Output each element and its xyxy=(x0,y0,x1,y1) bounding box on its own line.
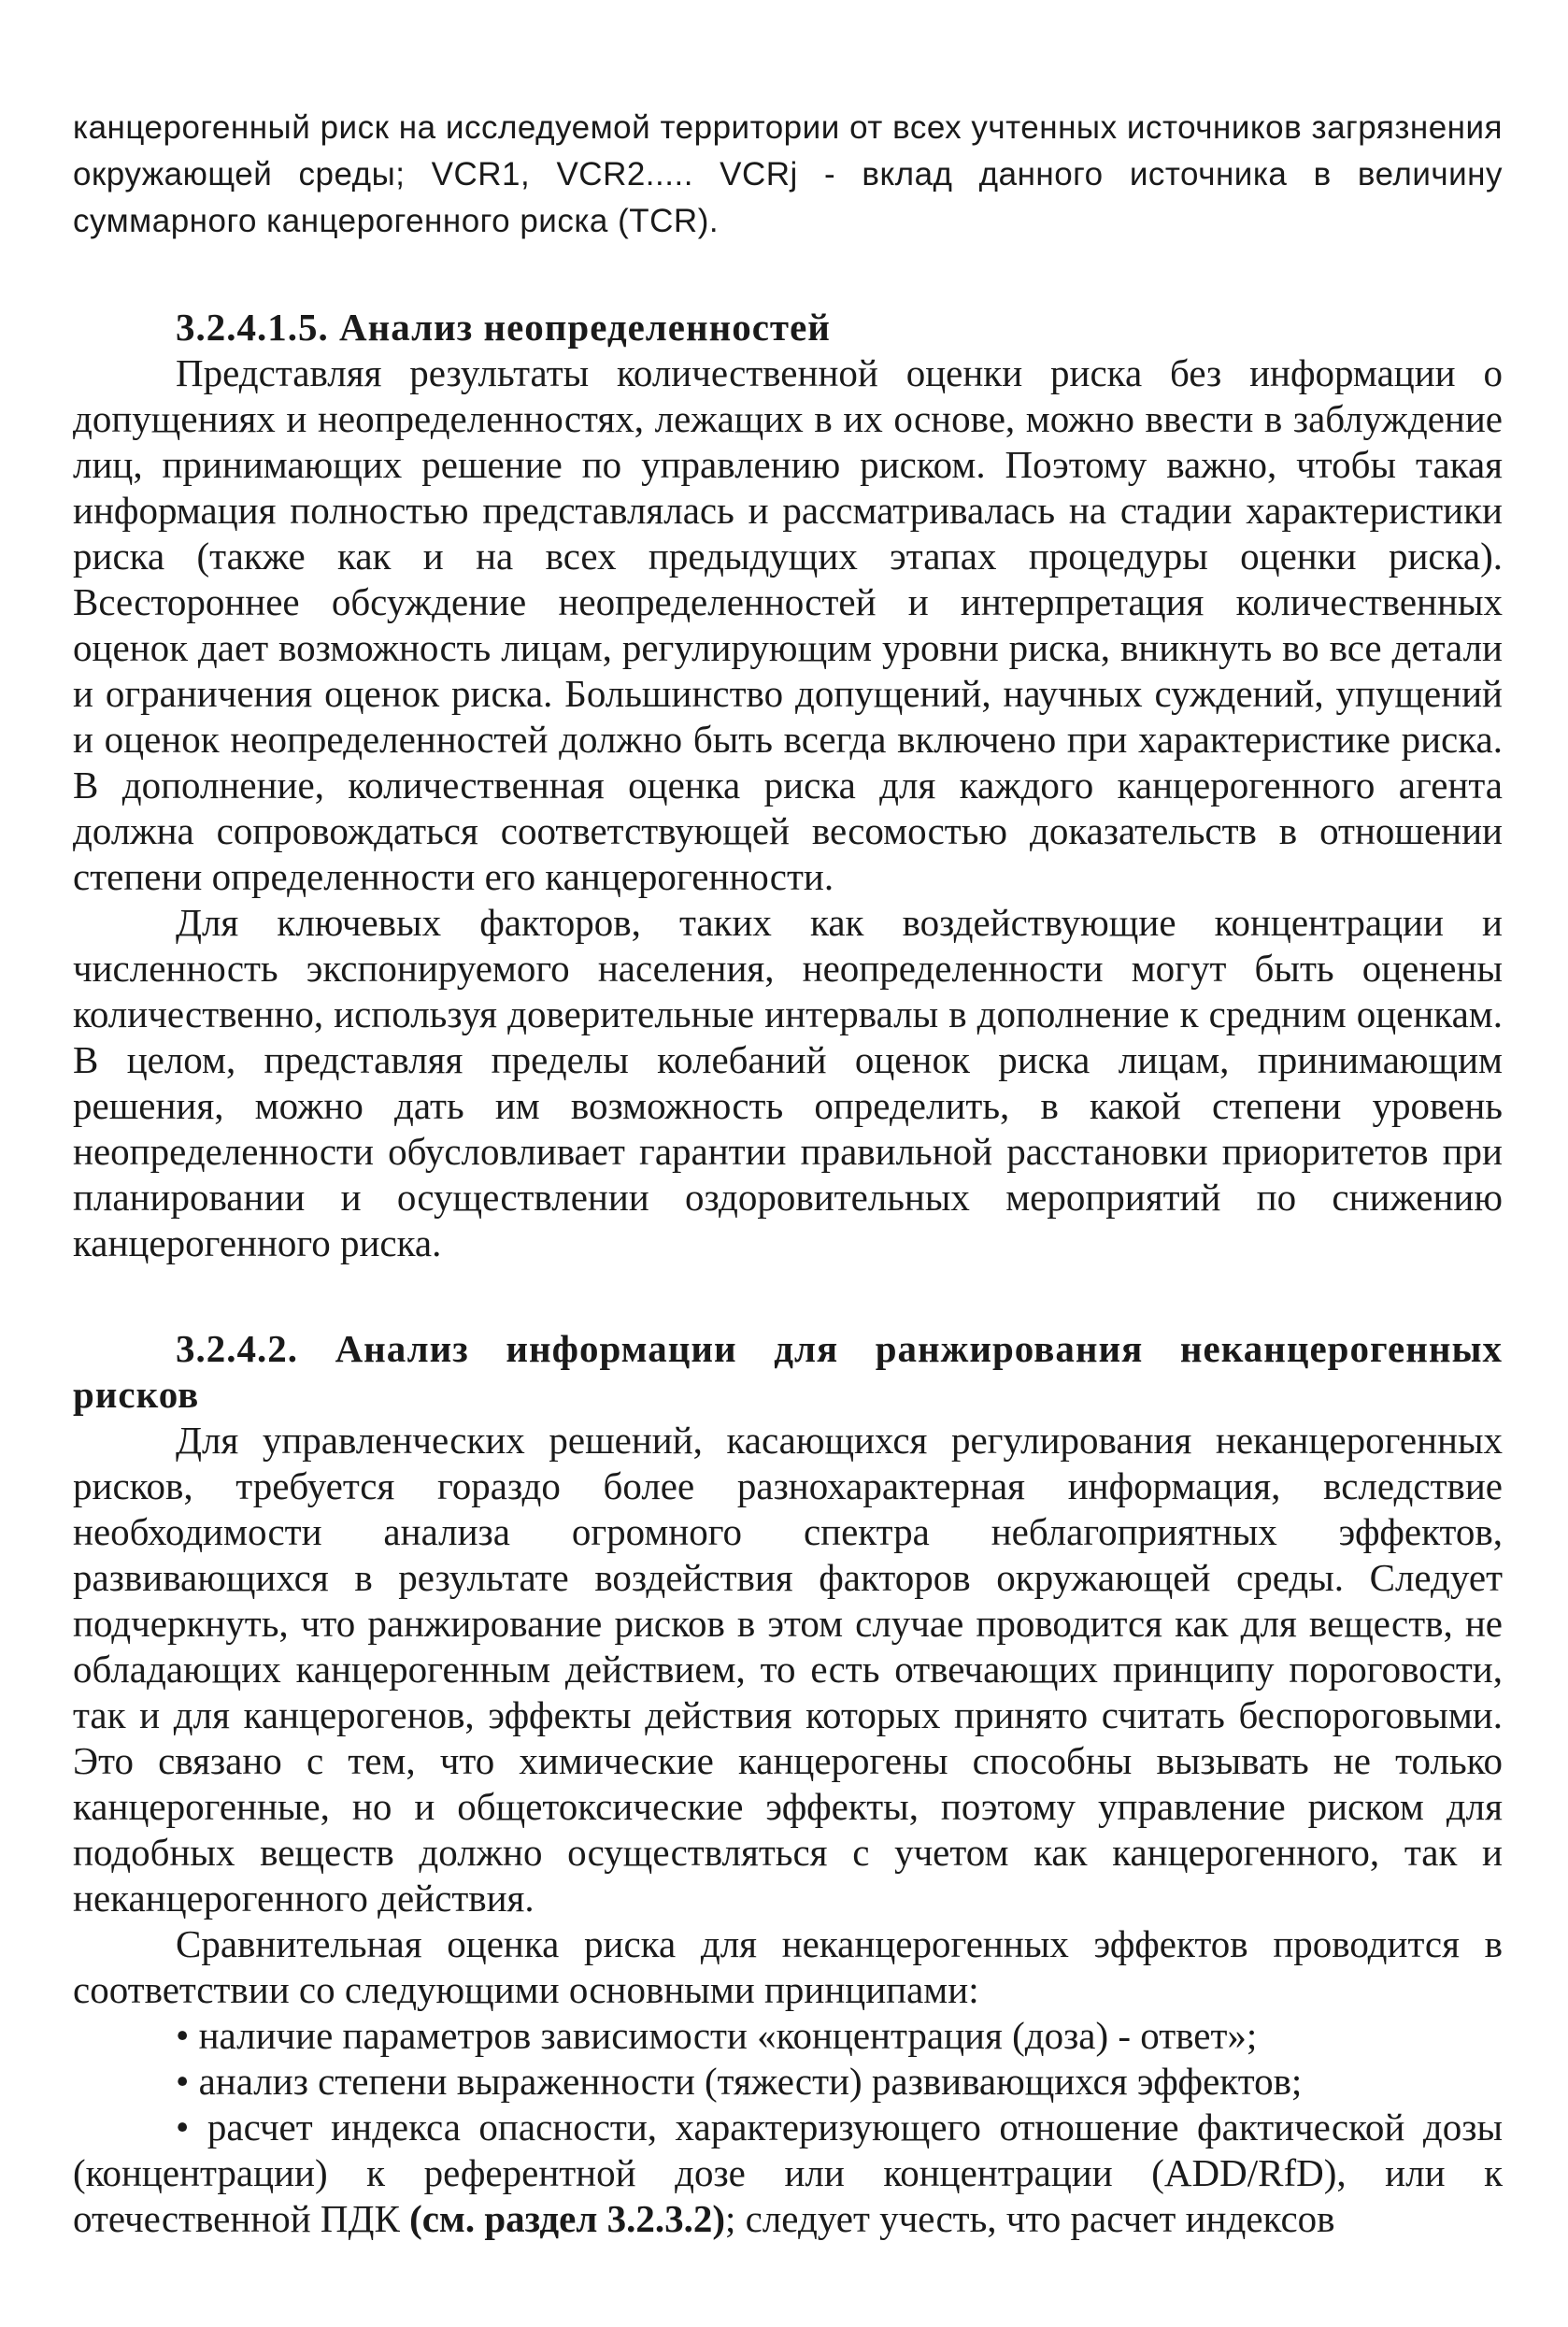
bullet-text: • расчет индекса опасности, характеризующего отношение фактической дозы (концентрации) к референтной дозе или концентрации (ADD/RfD), или к отечественной ПДК xyxy=(73,2106,1503,2240)
paragraph-uncertainty-1: Представляя результаты количественной оценки риска без информации о допущениях и неопределенностях, лежащих в их основе, можно ввести в заблуждение лиц, принимающих решение по управлению риском. Поэтому важно, чтобы такая информация полностью представлялась и рассматривалась на стадии характеристики риска (также как и на всех предыдущих этапах процедуры оценки риска). Всестороннее обсуждение неопределенностей и интерпретация количественных оценок дает возможность лицам, регулирующим уровни риска, вникнуть во все детали и ограничения оценок риска. Большинство допущений, научных суждений, упущений и оценок неопределенностей должно быть всегда включено при характеристике риска. В дополнение, количественная оценка риска для каждого канцерогенного агента должна сопровождаться соответствующей весомостью доказательств в отношении степени определенности его канцерогенности. xyxy=(73,351,1503,898)
bullet-item: • анализ степени выраженности (тяжести) развивающихся эффектов; xyxy=(176,2060,1303,2103)
section-heading-noncarcinogenic: 3.2.4.2. Анализ информации для ранжирования неканцерогенных рисков xyxy=(73,1327,1503,1416)
paragraph-noncarcinogenic-2: Сравнительная оценка риска для неканцерогенных эффектов проводится в соответствии со следующими основными принципами: xyxy=(73,1922,1503,2011)
bullet-text-end: ; следует учесть, что расчет индексов xyxy=(725,2197,1335,2240)
section-heading-uncertainty: 3.2.4.1.5. Анализ неопределенностей xyxy=(176,306,831,349)
spacer xyxy=(73,1266,1503,1326)
spacer xyxy=(73,245,1503,305)
bullet-item: • наличие параметров зависимости «концентрация (доза) - ответ»; xyxy=(176,2014,1258,2057)
paragraph-uncertainty-2: Для ключевых факторов, таких как воздействующие концентрации и численность экспонируемого населения, неопределенности могут быть оценены количественно, используя доверительные интервалы в дополнение к средним оценкам. В целом, представляя пределы колебаний оценок риска лицам, принимающим решения, можно дать им возможность определить, в какой степени уровень неопределенности обусловливает гарантии правильной расстановки приоритетов при планировании и осуществлении оздоровительных мероприятий по снижению канцерогенного риска. xyxy=(73,901,1503,1264)
section-reference: (см. раздел 3.2.3.2) xyxy=(409,2197,725,2240)
intro-paragraph: канцерогенный риск на исследуемой территории от всех учтенных источников загрязнения окружающей среды; VCR1, VCR2..... VCRj - вклад данного источника в величину суммарного канцерогенного риска (TCR). xyxy=(73,109,1503,239)
document-page xyxy=(73,105,1503,2242)
bullet-item-hazard-index xyxy=(73,2105,1503,2242)
paragraph-noncarcinogenic-1: Для управленческих решений, касающихся регулирования неканцерогенных рисков, требуется гораздо более разнохарактерная информация, вследствие необходимости анализа огромного спектра неблагоприятных эффектов, развивающихся в результате воздействия факторов окружающей среды. Следует подчеркнуть, что ранжирование рисков в этом случае проводится как для веществ, не обладающих канцерогенным действием, то есть отвечающих принципу пороговости, так и для канцерогенов, эффекты действия которых принято считать беспороговыми. Это связано с тем, что химические канцерогены способны вызывать не только канцерогенные, но и общетоксические эффекты, поэтому управление риском для подобных веществ должно осуществляться с учетом как канцерогенного, так и неканцерогенного действия. xyxy=(73,1419,1503,1920)
